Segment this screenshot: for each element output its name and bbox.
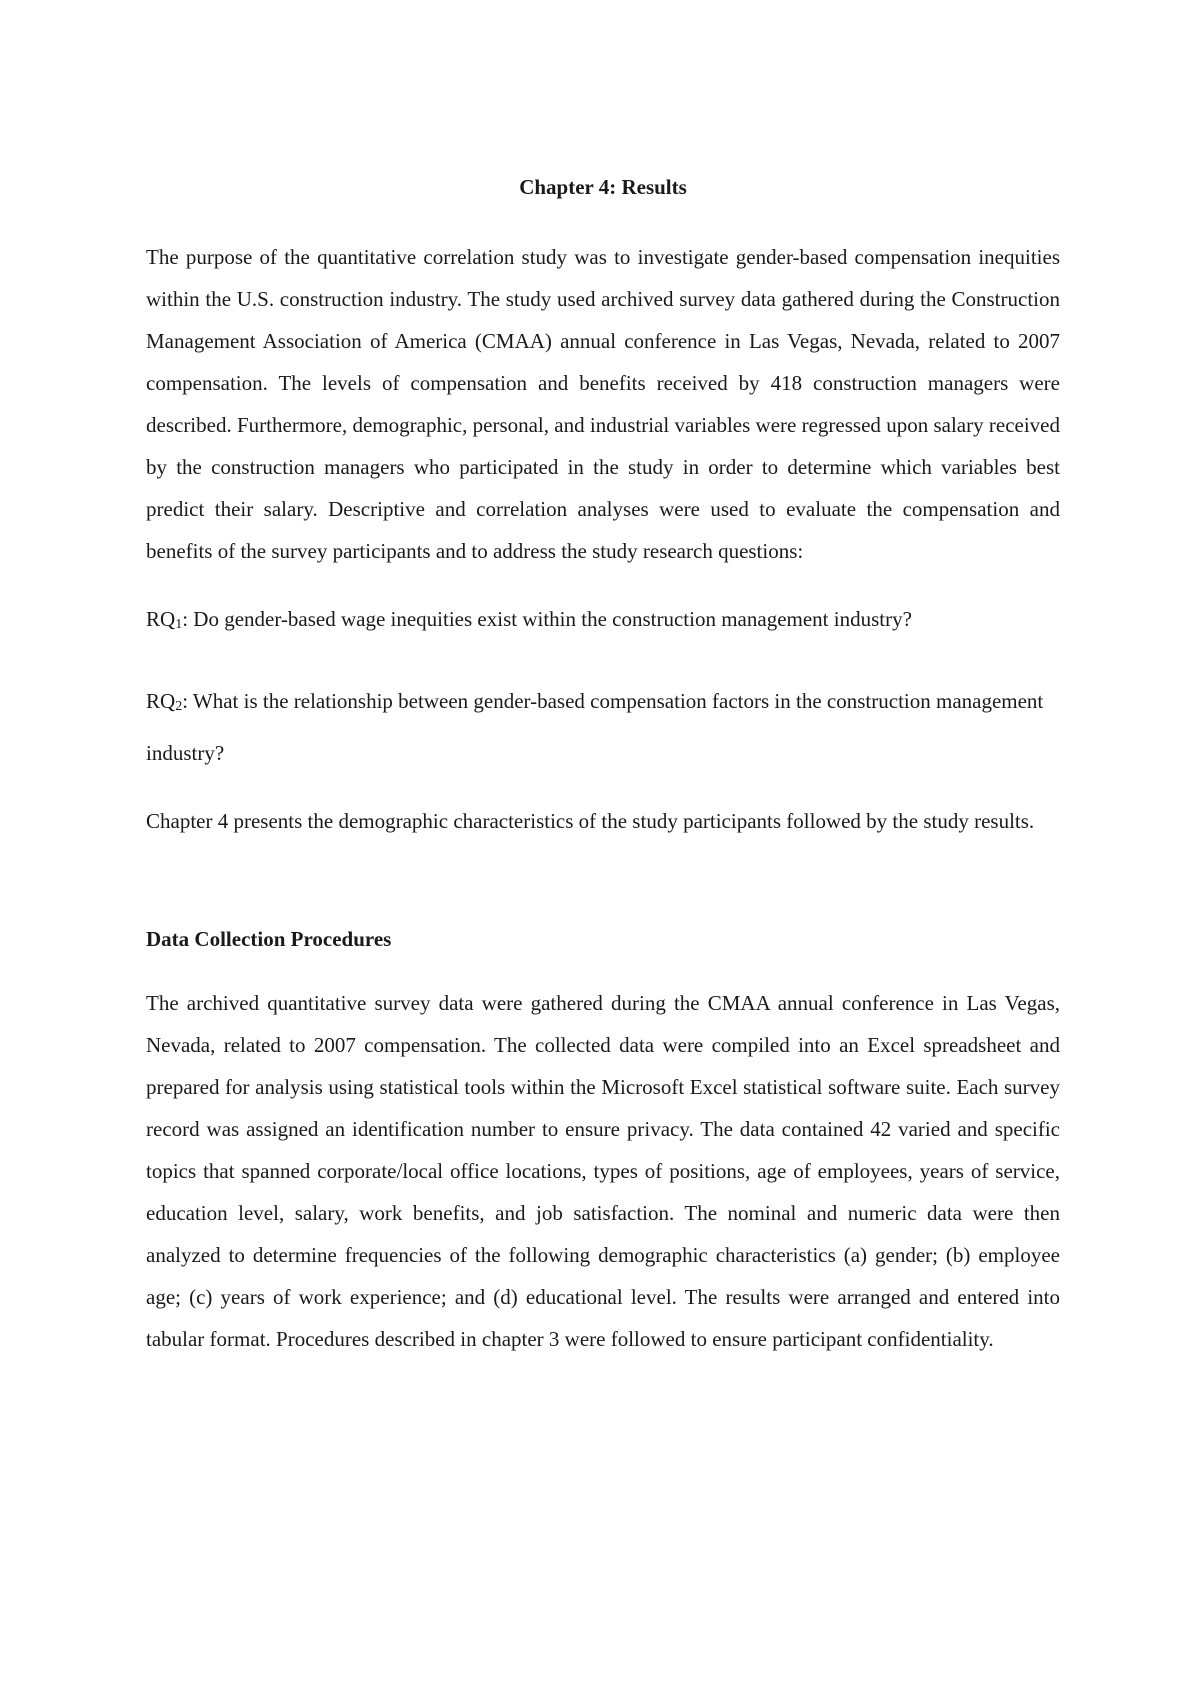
chapter-title: Chapter 4: Results — [519, 175, 687, 199]
research-question-2 — [146, 678, 1060, 776]
section-paragraph: The archived quantitative survey data were gathered during the CMAA annual conference in Las Vegas, Nevada, related to 2007 compensation. The collected data were compiled into an Excel spreadsheet and prepared for analysis using statistical tools within the Microsoft Excel statistical software suite. Each survey record was assigned an identification number to ensure privacy. The data contained 42 varied and specific topics that spanned corporate/local office locations, types of positions, age of employees, years of service, education level, salary, work benefits, and job satisfaction. The nominal and numeric data were then analyzed to determine frequencies of the following demographic characteristics (a) gender; (b) employee age; (c) years of work experience; and (d) educational level. The results were arranged and entered into tabular format. Procedures described in chapter 3 were followed to ensure participant confidentiality. — [146, 991, 1060, 1351]
rq1-label: $RQ_1$ — [146, 607, 183, 632]
rq1-subscript: 1 — [175, 617, 183, 632]
rq1-text: : Do gender-based wage inequities exist within the construction management industry? — [182, 607, 912, 631]
section-heading: Data Collection Procedures — [146, 927, 392, 951]
rq2-text: : What is the relationship between gender-based compensation factors in the construction management industry? — [146, 689, 1044, 765]
closing-paragraph: Chapter 4 presents the demographic characteristics of the study participants followed by the study results. — [146, 809, 1035, 833]
rq2-label: $RQ_2$ — [146, 689, 183, 714]
intro-paragraph: The purpose of the quantitative correlation study was to investigate gender-based compensation inequities within the U.S. construction industry. The study used archived survey data gathered during the Construction Management Association of America (CMAA) annual conference in Las Vegas, Nevada, related to 2007 compensation. The levels of compensation and benefits received by 418 construction managers were described. Furthermore, demographic, personal, and industrial variables were regressed upon salary received by the construction managers who participated in the study in order to determine which variables best predict their salary. Descriptive and correlation analyses were used to evaluate the compensation and benefits of the survey participants and to address the study research questions: — [146, 245, 1060, 563]
page-content — [146, 172, 1060, 1360]
research-question-1 — [146, 596, 1060, 648]
rq2-subscript: 2 — [175, 699, 183, 714]
